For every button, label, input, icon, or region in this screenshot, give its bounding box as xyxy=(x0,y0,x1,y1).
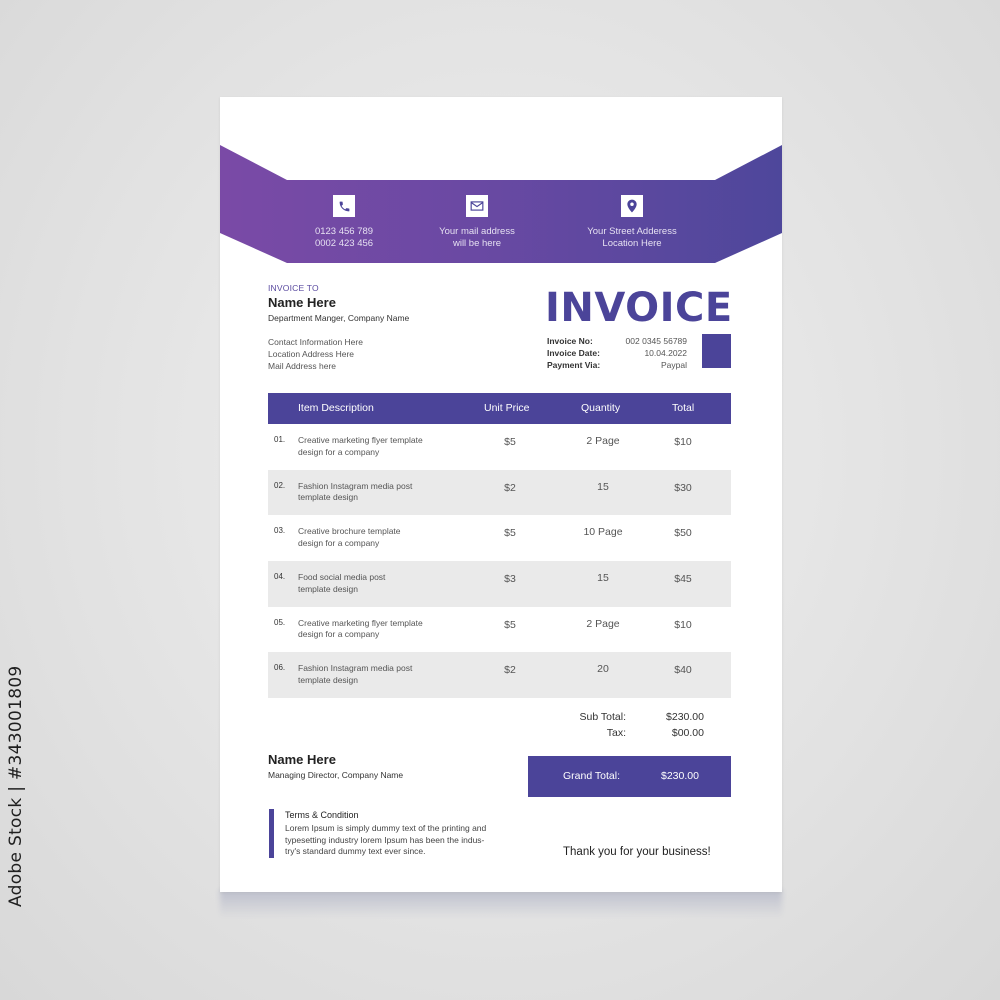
terms-line-3: try's standard dummy text ever since. xyxy=(285,846,426,856)
signer-name: Name Here xyxy=(268,752,336,767)
row-description-line-1: Fashion Instagram media post xyxy=(298,480,413,491)
row-description-line-2: template design xyxy=(298,583,359,594)
table-row xyxy=(268,561,731,607)
row-quantity: 10 Page xyxy=(583,526,623,539)
row-number: 05. xyxy=(274,617,286,627)
row-unit-price: $3 xyxy=(504,573,516,586)
page-shadow xyxy=(220,890,782,918)
row-description-line-1: Creative marketing flyer template xyxy=(298,617,423,628)
invoice-title: INVOICE xyxy=(545,285,733,331)
header-description: Item Description xyxy=(298,402,374,414)
thank-you-note: Thank you for your business! xyxy=(563,846,711,858)
row-description-line-1: Creative marketing flyer template xyxy=(298,435,423,445)
invoice-page xyxy=(220,97,782,892)
table-row xyxy=(268,470,731,516)
phone-line-1: 0123 456 789 xyxy=(314,226,374,237)
client-contact: Contact Information Here xyxy=(268,337,363,347)
summary xyxy=(550,711,704,743)
payment-method: Paypal xyxy=(661,360,687,370)
row-description xyxy=(298,435,448,458)
row-description xyxy=(298,572,448,595)
table-row xyxy=(268,607,731,653)
header-unit-price: Unit Price xyxy=(484,402,530,414)
row-number: 01. xyxy=(274,435,286,444)
client-info xyxy=(268,336,363,372)
row-unit-price: $5 xyxy=(504,436,516,448)
location-line-2: Location Here xyxy=(602,237,662,249)
row-number: 04. xyxy=(274,572,286,582)
row-description-line-2: template design xyxy=(298,492,359,503)
grand-total-value: $230.00 xyxy=(661,770,699,782)
client-mail: Mail Address here xyxy=(268,361,337,371)
row-quantity: 20 xyxy=(597,663,609,676)
grand-total-label: Grand Total: xyxy=(563,770,621,782)
row-total: $10 xyxy=(674,436,692,448)
terms-line-1: Lorem Ipsum is simply dummy text of the printing and xyxy=(285,823,487,833)
invoice-meta xyxy=(547,336,687,372)
mail-line-2: will be here xyxy=(452,237,502,249)
phone-line-2: 0002 423 456 xyxy=(314,237,374,249)
row-unit-price: $5 xyxy=(504,527,516,540)
grand-total-box xyxy=(528,756,731,797)
row-number: 06. xyxy=(274,663,286,673)
row-description-line-2: design for a company xyxy=(298,629,380,640)
table-body xyxy=(268,424,731,698)
row-total: $50 xyxy=(674,527,692,540)
items-table xyxy=(268,393,731,698)
terms-accent-bar xyxy=(269,809,274,858)
table-row xyxy=(268,652,731,698)
row-total: $40 xyxy=(674,664,692,677)
terms-text xyxy=(285,823,520,858)
row-total: $45 xyxy=(674,573,692,586)
header-total: Total xyxy=(672,402,695,414)
invoice-to-label: INVOICE TO xyxy=(268,283,319,293)
contact-mail xyxy=(407,195,547,249)
client-role: Department Manger, Company Name xyxy=(268,313,410,323)
row-quantity: 15 xyxy=(597,480,609,493)
location-pin-icon xyxy=(621,195,643,217)
client-location: Location Address Here xyxy=(268,349,354,359)
row-number: 02. xyxy=(274,480,286,490)
table-row xyxy=(268,424,731,470)
tax-value: $00.00 xyxy=(671,727,704,739)
row-unit-price: $2 xyxy=(504,664,516,677)
row-description xyxy=(298,526,448,549)
subtotal-value: $230.00 xyxy=(666,711,704,723)
header-band-right-cut xyxy=(715,233,782,263)
table-row xyxy=(268,515,731,561)
accent-square xyxy=(702,334,731,368)
signer-role: Managing Director, Company Name xyxy=(268,770,404,780)
payment-label: Payment Via: xyxy=(547,360,601,370)
row-description-line-1: Fashion Instagram media post xyxy=(298,663,413,674)
client-name: Name Here xyxy=(268,295,336,310)
phone-icon xyxy=(333,195,355,217)
row-unit-price: $2 xyxy=(504,481,516,494)
contact-location xyxy=(562,195,702,249)
invoice-date-label: Invoice Date: xyxy=(547,348,600,358)
invoice-number-label: Invoice No: xyxy=(547,336,593,346)
terms-title: Terms & Condition xyxy=(285,810,359,820)
row-description-line-2: template design xyxy=(298,674,359,685)
mail-icon xyxy=(466,195,488,217)
row-quantity: 2 Page xyxy=(586,435,620,447)
terms-line-2: typesetting industry lorem Ipsum has been the indus- xyxy=(285,834,485,845)
contact-phone xyxy=(274,195,414,249)
invoice-date: 10.04.2022 xyxy=(644,348,687,358)
row-unit-price: $5 xyxy=(504,618,516,631)
table-header xyxy=(268,393,731,424)
row-description xyxy=(298,481,448,504)
row-total: $30 xyxy=(674,481,692,494)
row-number: 03. xyxy=(274,526,286,536)
row-total: $10 xyxy=(674,618,692,631)
header-quantity: Quantity xyxy=(581,402,621,414)
row-description-line-2: design for a company xyxy=(298,446,380,457)
row-description xyxy=(298,618,448,641)
tax-label: Tax: xyxy=(606,727,626,739)
row-description-line-1: Creative brochure template xyxy=(298,526,401,537)
row-quantity: 2 Page xyxy=(586,617,620,630)
row-description-line-1: Food social media post xyxy=(298,572,386,583)
invoice-number: 002 0345 56789 xyxy=(625,336,687,346)
row-description-line-2: design for a company xyxy=(298,537,380,548)
subtotal-label: Sub Total: xyxy=(579,711,626,723)
mail-line-1: Your mail address xyxy=(439,226,515,237)
stock-watermark-id: Adobe Stock | #343001809 xyxy=(6,665,26,907)
row-description xyxy=(298,663,448,686)
row-quantity: 15 xyxy=(597,572,609,585)
location-line-1: Your Street Adderess xyxy=(587,226,677,237)
